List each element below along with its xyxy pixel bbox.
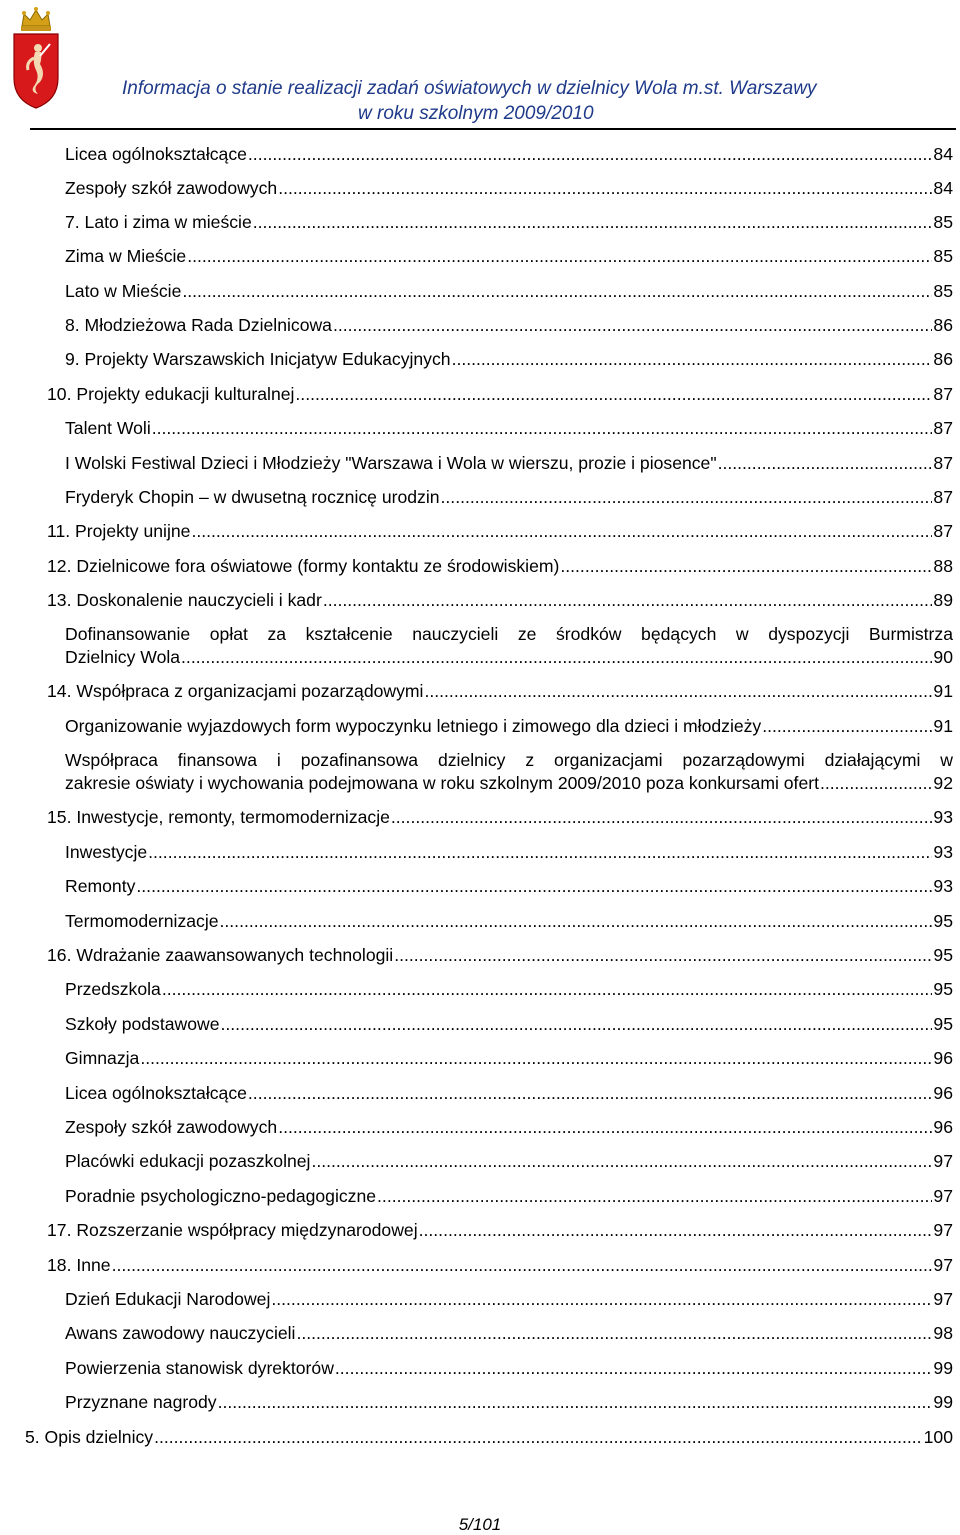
toc-leader-dots [162,978,933,1001]
toc-leader-dots [391,806,933,829]
toc-entry-title: Powierzenia stanowisk dyrektorów [65,1358,334,1378]
toc-entry-title: Fryderyk Chopin – w dwusetną rocznicę urodzin [65,487,440,507]
toc-entry-page: 96 [933,1083,953,1103]
toc-entry-page: 89 [933,590,953,610]
toc-entry-page: 84 [933,178,953,198]
toc-leader-dots [278,1116,932,1139]
toc-leader-dots [182,280,932,303]
toc-entry[interactable] [65,715,953,738]
toc-entry[interactable] [65,486,953,509]
toc-entry-page: 95 [933,945,953,965]
toc-entry-title: Talent Woli [65,418,151,438]
toc-entry-title: Dzielnicy Wola [65,647,181,667]
toc-leader-dots [333,314,932,337]
toc-entry-title: 17. Rozszerzanie współpracy międzynarodowej [47,1220,418,1240]
toc-entry[interactable] [65,1082,953,1105]
toc-entry[interactable] [65,1185,953,1208]
toc-entry-page: 99 [933,1392,953,1412]
toc-entry[interactable] [65,177,953,200]
toc-entry[interactable] [65,314,953,337]
toc-entry-page: 93 [933,876,953,896]
toc-leader-dots [140,1047,932,1070]
toc-entry-title: 9. Projekty Warszawskich Inicjatyw Edukacyjnych [65,349,451,369]
toc-entry[interactable] [65,1391,953,1414]
toc-entry-page: 95 [933,911,953,931]
toc-entry-page: 87 [933,418,953,438]
toc-entry-title: 11. Projekty unijne [47,521,191,541]
toc-entry[interactable] [65,348,953,371]
toc-entry-page: 95 [933,1014,953,1034]
toc-entry-page: 97 [933,1220,953,1240]
toc-entry-page: 98 [933,1323,953,1343]
toc-entry-title: Remonty [65,876,136,896]
toc-entry-page: 97 [933,1255,953,1275]
toc-entry-title: Licea ogólnokształcące [65,144,247,164]
header-divider [30,128,956,130]
toc-entry-page: 90 [933,647,953,667]
toc-entry[interactable] [65,1116,953,1139]
toc-entry-page: 96 [933,1048,953,1068]
document-running-title [122,76,882,126]
toc-entry-title: Zima w Mieście [65,246,187,266]
toc-entry[interactable] [65,749,953,795]
toc-entry-title: 5. Opis dzielnicy [25,1427,154,1447]
toc-leader-dots [820,772,932,795]
toc-entry[interactable] [65,280,953,303]
toc-leader-dots [220,910,933,933]
toc-entry-title: 10. Projekty edukacji kulturalnej [47,384,295,404]
toc-entry-title: 14. Współpraca z organizacjami pozarządowymi [47,681,424,701]
toc-entry-title: Szkoły podstawowe [65,1014,220,1034]
toc-leader-dots [248,1082,933,1105]
toc-entry-page: 88 [933,556,953,576]
toc-leader-dots [560,555,932,578]
toc-entry[interactable] [47,944,953,967]
page-footer [0,1515,960,1535]
toc-entry[interactable] [47,1254,953,1277]
toc-entry-title: Lato w Mieście [65,281,182,301]
toc-leader-dots [441,486,933,509]
toc-entry[interactable] [65,452,953,475]
toc-entry[interactable] [65,143,953,166]
toc-leader-dots [221,1013,933,1036]
toc-entry-page: 97 [933,1151,953,1171]
toc-leader-dots [323,589,933,612]
warsaw-coat-of-arms-icon [10,4,62,110]
toc-leader-dots [148,841,932,864]
running-title-line-1: Informacja o stanie realizacji zadań oświatowych w dzielnicy Wola m.st. Warszawy [122,78,817,99]
toc-entry-title: Przedszkola [65,979,161,999]
toc-leader-dots [136,875,932,898]
toc-entry[interactable] [65,1013,953,1036]
toc-entry-page: 100 [923,1427,953,1447]
toc-entry-title: Zespoły szkół zawodowych [65,178,278,198]
toc-leader-dots [191,520,932,543]
toc-entry[interactable] [65,1322,953,1345]
running-title-line-2: w roku szkolnym 2009/2010 [358,103,594,124]
toc-entry[interactable] [65,623,953,669]
toc-entry-page: 91 [933,716,953,736]
toc-entry-title: 15. Inwestycje, remonty, termomodernizacje [47,807,390,827]
toc-entry-title: 18. Inne [47,1255,111,1275]
toc-entry[interactable] [47,520,953,543]
toc-entry-page: 85 [933,212,953,232]
toc-entry[interactable] [47,555,953,578]
toc-leader-dots [253,211,933,234]
toc-leader-dots [762,715,932,738]
toc-entry-title: 8. Młodzieżowa Rada Dzielnicowa [65,315,332,335]
toc-entry-title: Licea ogólnokształcące [65,1083,247,1103]
page-header [0,0,960,132]
toc-entry-title: 13. Doskonalenie nauczycieli i kadr [47,590,322,610]
page-number: 5/101 [458,1515,502,1534]
toc-entry-title: Organizowanie wyjazdowych form wypoczynku letniego i zimowego dla dzieci i młodzieży [65,716,762,736]
toc-entry-page: 86 [933,349,953,369]
toc-entry-page: 99 [933,1358,953,1378]
toc-entry-page: 96 [933,1117,953,1137]
toc-entry-page: 87 [933,521,953,541]
toc-leader-dots [394,944,932,967]
toc-entry-page: 95 [933,979,953,999]
toc-entry-title: zakresie oświaty i wychowania podejmowana w roku szkolnym 2009/2010 poza konkursami ofert [65,773,819,793]
toc-entry-page: 85 [933,246,953,266]
toc-entry-title: Termomodernizacje [65,911,219,931]
toc-entry-page: 84 [933,144,953,164]
toc-entry-title: Awans zawodowy nauczycieli [65,1323,296,1343]
toc-entry[interactable] [65,910,953,933]
toc-leader-dots [311,1150,932,1173]
toc-leader-dots [718,452,933,475]
toc-entry-page: 87 [933,487,953,507]
toc-leader-dots [278,177,932,200]
toc-leader-dots [271,1288,932,1311]
toc-entry[interactable] [65,211,953,234]
toc-entry-title: Placówki edukacji pozaszkolnej [65,1151,311,1171]
toc-entry-title: Gimnazja [65,1048,140,1068]
toc-entry-page: 85 [933,281,953,301]
toc-entry-page: 92 [933,773,953,793]
toc-entry[interactable] [65,1150,953,1173]
toc-leader-dots [335,1357,933,1380]
toc-entry[interactable] [65,417,953,440]
toc-leader-dots [112,1254,933,1277]
toc-entry[interactable] [65,841,953,864]
toc-entry-title: 12. Dzielnicowe fora oświatowe (formy kontaktu ze środowiskiem) [47,556,560,576]
toc-leader-dots [424,680,932,703]
toc-leader-dots [152,417,933,440]
toc-entry-page: 93 [933,842,953,862]
toc-leader-dots [295,383,932,406]
toc-leader-dots [248,143,933,166]
toc-leader-dots [419,1219,933,1242]
toc-entry-title: Zespoły szkół zawodowych [65,1117,278,1137]
toc-entry-title: Dzień Edukacji Narodowej [65,1289,271,1309]
toc-entry-page: 87 [933,453,953,473]
toc-entry[interactable] [65,1047,953,1070]
toc-entry-page: 97 [933,1289,953,1309]
toc-entry-title: Inwestycje [65,842,148,862]
toc-entry-title-line-1: Dofinansowanie opłat za kształcenie nauczycieli ze środków będących w dyspozycji Burmistrza [65,624,953,644]
toc-entry-page: 91 [933,681,953,701]
toc-entry[interactable] [65,1288,953,1311]
toc-entry-page: 87 [933,384,953,404]
toc-entry[interactable] [65,978,953,1001]
toc-entry-title: Poradnie psychologiczno-pedagogiczne [65,1186,377,1206]
toc-entry-page: 97 [933,1186,953,1206]
toc-leader-dots [181,646,932,669]
toc-entry-page: 93 [933,807,953,827]
toc-entry[interactable] [65,875,953,898]
toc-entry-page: 86 [933,315,953,335]
toc-entry-title: I Wolski Festiwal Dzieci i Młodzieży "Warszawa i Wola w wierszu, prozie i piosence" [65,453,717,473]
toc-entry-title-line-1: Współpraca finansowa i pozafinansowa dzielnicy z organizacjami pozarządowymi działającymi w [65,750,953,770]
toc-entry[interactable] [47,806,953,829]
toc-entry[interactable] [65,1357,953,1380]
toc-entry[interactable] [47,383,953,406]
toc-entry[interactable] [47,1219,953,1242]
toc-leader-dots [377,1185,932,1208]
toc-entry-title: 7. Lato i zima w mieście [65,212,252,232]
toc-leader-dots [154,1426,923,1449]
toc-leader-dots [452,348,933,371]
toc-entry-title: Przyznane nagrody [65,1392,217,1412]
toc-entry[interactable] [65,245,953,268]
toc-entry[interactable] [25,1426,953,1449]
toc-leader-dots [187,245,932,268]
toc-entry[interactable] [47,680,953,703]
toc-leader-dots [218,1391,933,1414]
toc-entry-title: 16. Wdrażanie zaawansowanych technologii [47,945,394,965]
toc-entry[interactable] [47,589,953,612]
toc-leader-dots [296,1322,932,1345]
